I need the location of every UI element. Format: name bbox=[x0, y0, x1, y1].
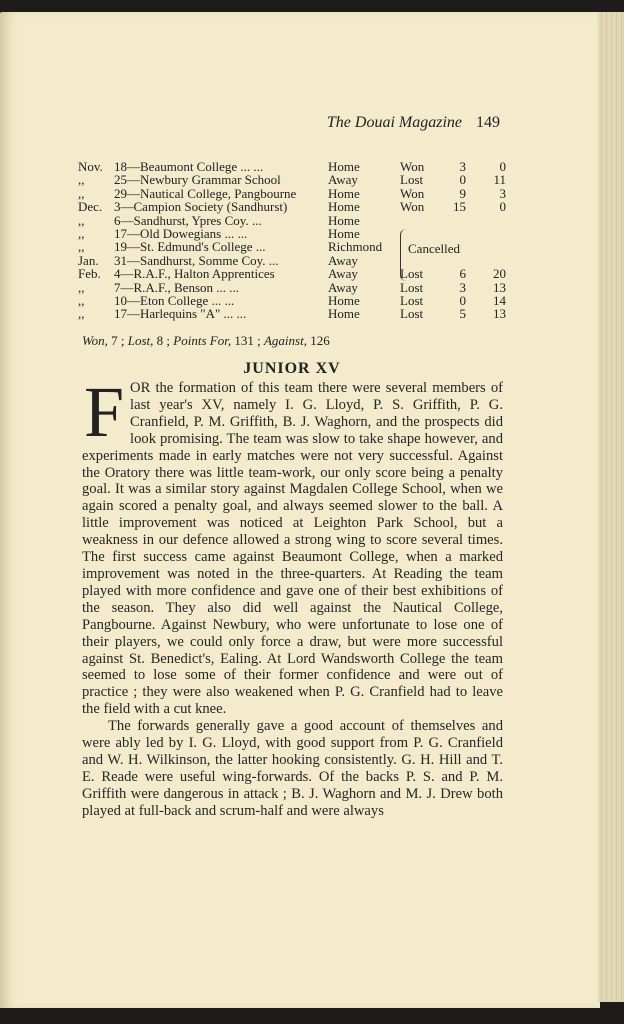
result-venue: Home bbox=[328, 293, 360, 309]
result-pf: 0 bbox=[459, 172, 466, 188]
result-pf: 0 bbox=[459, 293, 466, 309]
result-pa bbox=[466, 240, 506, 253]
section-title: JUNIOR XV bbox=[243, 360, 341, 377]
paragraph-1-text: OR the formation of this team there were several members of last year's XV, namely I. G. Lloyd, P. S. Griffith, P. G. Cranfield, P. M. Griffith, B. J. Waghorn, and the prospects did look promising. The team was slow to take shape however, and experiments made in early matches were not very successful. Against the Oratory there was little team-work, our only score being a penalty goal. It was a similar story against Magdalen College School, when we again scored a penalty goal, and always seemed slower to the ball. A little improvement was noticed at Leighton Park School, but a weakness in our defence allowed a strong wing to score several times. The first success came against Beaumont College, when a marked improvement was noted in the three-quarters. At Reading the team played with more confidence and gave one of their best exhibitions of the season. They also did well against the Nautical College, Pangbourne. Against Newbury, who were unfortunate to lose one of their players, we could only force a draw, but were more successful against St. Benedict's, Ealing. At Lord Wandsworth College the team seemed to lose some of their former confidence and were out of practice ; they were also weakened when P. G. Cranfield had to leave the field with a cut knee. bbox=[82, 380, 503, 718]
result-venue: Home bbox=[328, 159, 360, 174]
result-venue: Away bbox=[328, 172, 358, 188]
result-venue: Away bbox=[328, 252, 358, 268]
won-label: Won, bbox=[82, 333, 108, 348]
result-venue: Home bbox=[328, 199, 360, 215]
result-match: 18—Beaumont College ... ... bbox=[114, 159, 264, 174]
result-row bbox=[78, 214, 506, 227]
paragraph-2: The forwards generally gave a good account of themselves and were ably led by I. G. Lloyd, with good support from P. G. Cranfield and W. H. Wilkinson, the latter hooking consistently. G. H. Hill and T. E. Reade were useful wing-forwards. Of the backs P. S. and P. M. Griffith were dangerous in attack ; B. J. Waghorn and M. J. Drew both played at full-back and scrum-half and were always bbox=[82, 718, 503, 819]
result-pa: 13 bbox=[493, 306, 506, 322]
result-pf: 9 bbox=[459, 185, 466, 201]
lost-count: 8 bbox=[156, 333, 164, 348]
paragraph-1 bbox=[82, 372, 503, 718]
result-pa: 0 bbox=[499, 159, 506, 174]
result-pa bbox=[466, 214, 506, 227]
result-month: ,, bbox=[78, 306, 85, 322]
result-pa bbox=[466, 254, 506, 267]
result-match: 3—Campion Society (Sandhurst) bbox=[114, 199, 288, 215]
result-match: 4—R.A.F., Halton Apprentices bbox=[114, 266, 275, 282]
result-result: Lost bbox=[400, 293, 424, 309]
result-result: Lost bbox=[400, 266, 424, 282]
against-label: Against, bbox=[263, 333, 307, 348]
result-row bbox=[78, 200, 506, 213]
result-pa: 0 bbox=[499, 199, 506, 215]
result-pf: 6 bbox=[459, 266, 466, 282]
result-pa: 14 bbox=[493, 293, 506, 309]
result-pf bbox=[446, 214, 466, 227]
won-count: 7 bbox=[111, 333, 118, 348]
result-result: Lost bbox=[400, 279, 424, 295]
result-match: 29—Nautical College, Pangbourne bbox=[114, 185, 297, 201]
result-result bbox=[400, 214, 446, 227]
result-venue: Home bbox=[328, 306, 360, 322]
result-pf: 15 bbox=[453, 199, 466, 215]
result-venue: Home bbox=[328, 226, 360, 242]
drop-cap: F bbox=[84, 372, 125, 452]
result-row bbox=[78, 187, 506, 200]
result-venue: Away bbox=[328, 266, 358, 282]
result-month: Jan. bbox=[78, 252, 99, 268]
cancelled-label: Cancelled bbox=[408, 241, 460, 256]
result-pa bbox=[466, 227, 506, 240]
result-match: 25—Newbury Grammar School bbox=[114, 172, 281, 188]
result-pf: 5 bbox=[459, 306, 466, 322]
result-month: ,, bbox=[78, 293, 85, 309]
result-month: ,, bbox=[78, 226, 85, 242]
result-pa: 3 bbox=[499, 185, 506, 201]
result-pf: 3 bbox=[459, 279, 466, 295]
result-pf: 3 bbox=[459, 159, 466, 174]
result-month: ,, bbox=[78, 185, 85, 201]
result-match: 10—Eton College ... ... bbox=[114, 293, 235, 309]
result-month: ,, bbox=[78, 279, 85, 295]
result-result: Won bbox=[400, 159, 425, 174]
result-row bbox=[78, 281, 506, 294]
result-row bbox=[78, 267, 506, 280]
result-match: 31—Sandhurst, Somme Coy. ... bbox=[114, 252, 279, 268]
article-body bbox=[82, 372, 503, 820]
magazine-title: The Douai Magazine bbox=[326, 114, 462, 131]
result-venue: Home bbox=[328, 212, 360, 228]
result-match: 17—Old Dowegians ... ... bbox=[114, 226, 248, 242]
result-match: 7—R.A.F., Benson ... ... bbox=[114, 279, 239, 295]
result-row bbox=[78, 173, 506, 186]
season-summary: Won, 7 ; Lost, 8 ; Points For, 131 ; Against, 126 bbox=[82, 333, 330, 348]
result-row bbox=[78, 227, 506, 240]
result-month: Feb. bbox=[78, 266, 101, 282]
result-match: 6—Sandhurst, Ypres Coy. ... bbox=[114, 212, 262, 228]
result-result: Lost bbox=[400, 172, 424, 188]
result-pa: 20 bbox=[493, 266, 506, 282]
result-month: ,, bbox=[78, 172, 85, 188]
page-number: 149 bbox=[476, 114, 500, 131]
result-pa: 11 bbox=[493, 172, 506, 188]
result-month: ,, bbox=[78, 212, 85, 228]
result-match: 19—St. Edmund's College ... bbox=[114, 239, 266, 255]
result-pf bbox=[446, 227, 466, 240]
result-row bbox=[78, 160, 506, 173]
result-row bbox=[78, 307, 506, 320]
result-pa: 13 bbox=[493, 279, 506, 295]
points-for-label: Points For, bbox=[173, 333, 232, 348]
result-match: 17—Harlequins "A" ... ... bbox=[114, 306, 247, 322]
result-result: Won bbox=[400, 199, 425, 215]
result-month: Dec. bbox=[78, 199, 103, 215]
result-venue: Away bbox=[328, 279, 358, 295]
lost-label: Lost, bbox=[127, 333, 154, 348]
running-header bbox=[80, 114, 500, 132]
result-month: Nov. bbox=[78, 159, 103, 174]
result-row bbox=[78, 294, 506, 307]
result-venue: Home bbox=[328, 185, 360, 201]
result-result: Lost bbox=[400, 306, 424, 322]
result-venue: Richmond bbox=[328, 239, 383, 255]
result-result: Won bbox=[400, 185, 425, 201]
page-edges bbox=[598, 12, 624, 1002]
result-month: ,, bbox=[78, 239, 85, 255]
points-for: 131 bbox=[234, 333, 254, 348]
points-against: 126 bbox=[310, 333, 330, 348]
